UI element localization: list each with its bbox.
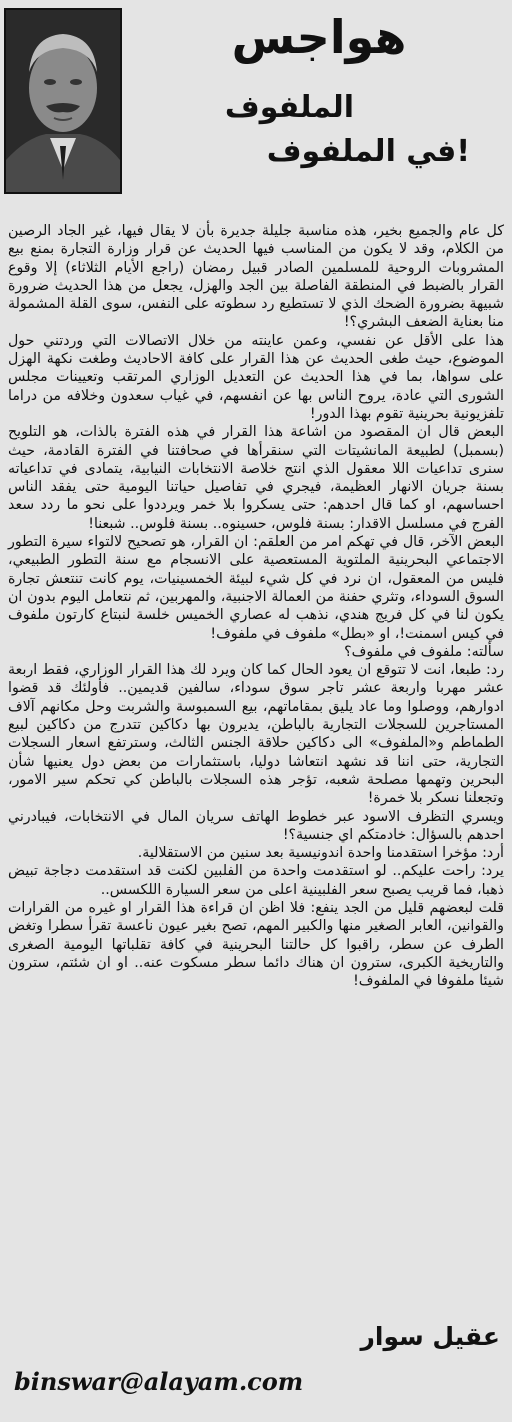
author-name: عقيل سوار bbox=[360, 1322, 500, 1351]
article-paragraph: كل عام والجميع بخير، هذه مناسبة جليلة جديرة بأن لا يقال فيها، غير الجاد الرصين من الكلام، وقد لا يكون من المناسب فيها الحديث عن قرار وزارة التجارة بمنع بيع المشروبات الروحية للمسلمين الصادر قبيل رمضان (راجع الأيام الثلاثاء) إلا وقوع القرار بالضبط في المنطقة الفاصلة بين الجد والهزل، يجعل من هذا الحديث ضرورة شبيهة بضرورة الضحك الذي لا تستطيع رد سطوته على النفس، سوى القلة المشمولة منا بعناية الضعف البشري؟! bbox=[8, 223, 504, 331]
author-portrait-drawing bbox=[6, 10, 120, 192]
article-paragraph: ويسري التظرف الاسود عبر خطوط الهاتف سريان المال في الانتخابات، فيبادرني احدهم بالسؤال: خادمتكم اي جنسية؟! bbox=[8, 808, 504, 843]
headline-line-2: في الملفوف! bbox=[266, 134, 470, 169]
column-header bbox=[134, 8, 504, 194]
article-paragraph: سألته: ملفوف في ملفوف؟ bbox=[344, 643, 504, 660]
headline-line-1: الملفوف bbox=[224, 90, 354, 125]
column-title: هواجس bbox=[231, 10, 407, 64]
article-paragraph: قلت لبعضهم قليل من الجد ينفع: فلا اظن ان قراءة هذا القرار او غيره من القرارات والقوانين، العابر الصغير منها والكبير المهم، تصح بغير عيون ناعسة تقرأ سطرا وتغض الطرف عن سطر، راقبوا كل حالتنا البحرينية في كافة تقلباتها اليومية الصغرى والتاريخية الكبرى، سترون ان هناك دائما سطر مسكوت عنه.. او ان شئتم، سترون شيئا ملفوفا في الملفوف! bbox=[8, 899, 504, 990]
article-paragraph: البعض الآخر، قال في تهكم امر من العلقم: ان القرار، هو تصحيح لالتواء سيرة التطور الاجتماعي البحرينية الملتوية المستعصية على الانسجام مع سنة التطور الطبيعي، فليس من المعقول، ان نرد في كل شيء لبيئة الخمسينيات، يوم كانت تنتعش تجارة السوق السوداء، وتثري حفنة من العمالة الاجنبية، والمهربين، ثم نتعامل اليوم بدون ان يكون لنا في كل فريج هندي، نذهب له عصاري الخميس خلسة لنبتاع كارتون ملفوف في كيس اسمنت!، او «بطل» ملفوف في ملفوف! bbox=[8, 534, 504, 642]
author-portrait bbox=[4, 8, 122, 194]
article-paragraph: هذا على الأقل عن نفسي، وعمن عاينته من خلال الاتصالات التي وردتني حول الموضوع، حيث طغى الحديث عن هذا القرار على كافة الاحاديث وطغت نكهة الهزل على سواها، بما في هذا الحديث عن التعديل الوزاري المرتقب وتعيينات مجلس الشورى التي عادة، يروح الناس بها عن انفسهم، في غياب سعدون وخلافه من دراما تلفزيونية بحرينية تقوم بهذا الدور! bbox=[8, 332, 504, 422]
article-paragraph: يرد: راحت عليكم.. لو استقدمت واحدة من الفلبين لكنت قد استقدمت دجاجة تبيض ذهبا، فما قريب يصبح سعر الفلبينية اعلى من سعر السيارة اللكسس.. bbox=[8, 863, 504, 898]
article-paragraph: رد: طبعا، انت لا تتوقع ان يعود الحال كما كان ويرد لك هذا القرار الوزاري، فقط اربعة عشر مهربا واربعة عشر تاجر سوق سوداء، سالفين قديمين.. فأولئك قد قضوا ادوارهم، ووصلوا وما عاد يليق بمقاماتهم، بيع السمبوسة والشربت وحل مكانهم آلاف المستاجرين للسجلات التجارية بالباطن، يديرون بها دكاكين تتدرج من دكاكين لبيع الطماطم و«الملفوف» الى دكاكين حلاقة الجنس الثالث، وسترتفع اسعار السجلات التجارية، حتى اننا قد نشهد انتعاشا دوليا، باستثمارات من بعض دول يعنيها شأن البحرين وتهمها مصلحة شعبه، تؤجر هذه السجلات بالباطن كي تحكم سير الامور، وتجعلنا نسكر بلا خمرة! bbox=[8, 662, 504, 807]
author-email: binswar@alayam.com bbox=[14, 1367, 304, 1396]
article-paragraph: البعض قال ان المقصود من اشاعة هذا القرار في هذه الفترة بالذات، هو التلويح (بسمبل) لطبيعة المانشيتات التي سنقرأها في صحافتنا في الفترة القادمة، حيث سنرى تداعيات اللا معقول الذي انتج خلاصة الانتخابات النيابية، يتمادى في تداعياته بسنة جريان الانهار العظيمة، فيجري في تفاصيل حياتنا اليومية حتى يفقد الناس احساسهم، او كما قال احدهم: حتى يسكروا بلا خمر ويرددوا على نحو ما ردد سعد الفرج في مسلسل الاقدار: بسنة فلوس، حسينوه.. بسنة فلوس.. شبعنا! bbox=[8, 424, 504, 532]
article-paragraph: أرد: مؤخرا استقدمنا واحدة اندونيسية بعد سنين من الاستقلالية. bbox=[137, 845, 504, 862]
article-body bbox=[8, 222, 504, 990]
